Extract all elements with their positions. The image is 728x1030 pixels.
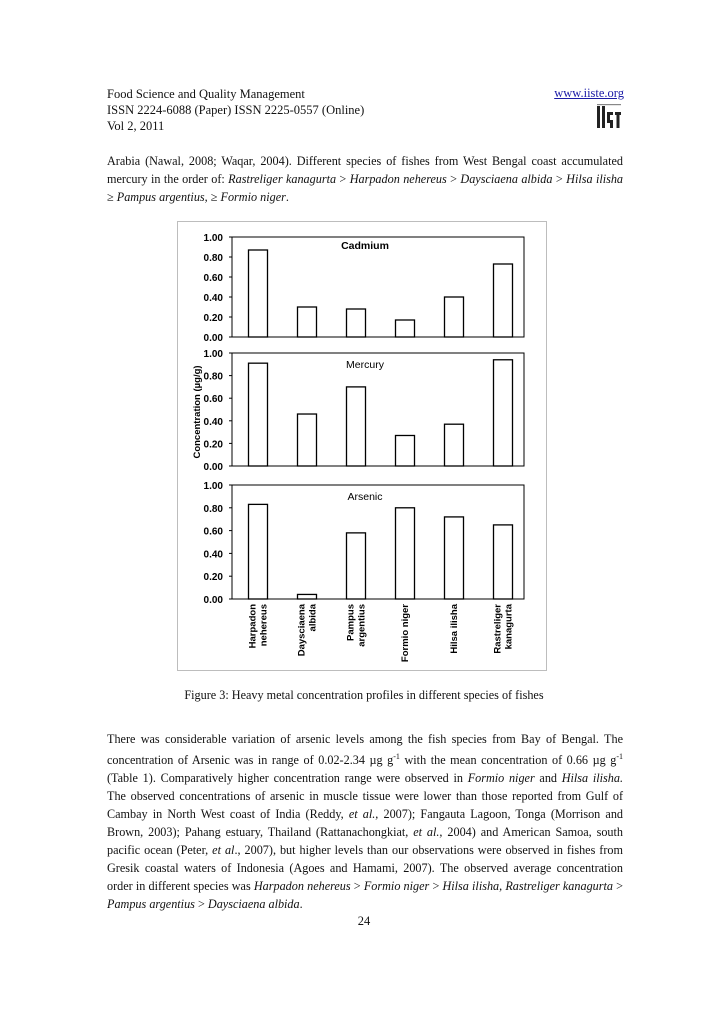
y-tick-label: 0.40 xyxy=(203,293,223,304)
page-number: 24 xyxy=(357,914,371,928)
y-tick-label: 1.00 xyxy=(203,349,223,360)
category-label: albida xyxy=(307,604,319,632)
figure-caption: Figure 3: Heavy metal concentration profiles in different species of fishes xyxy=(184,688,544,702)
bar-mercury-5 xyxy=(494,360,513,466)
category-label: Rastreliger xyxy=(492,604,504,654)
bar-cadmium-0 xyxy=(249,250,268,337)
plot-area-cadmium xyxy=(232,237,524,337)
category-label: nehereus xyxy=(258,604,270,647)
y-axis-label: Concentration (µg/g) xyxy=(192,365,203,459)
bar-arsenic-0 xyxy=(249,504,268,599)
y-tick-label: 0.20 xyxy=(203,572,223,584)
issn-line: ISSN 2224-6088 (Paper) ISSN 2225-0557 (Online) xyxy=(107,103,365,117)
y-tick-label: 0.00 xyxy=(203,595,223,606)
y-tick-label: 0.40 xyxy=(203,416,223,428)
category-label: Pampus xyxy=(345,604,357,641)
y-tick-label: 0.20 xyxy=(203,439,223,451)
panel-title-mercury: Mercury xyxy=(346,359,384,371)
category-label: Daysciaena xyxy=(296,604,308,657)
y-tick-label: 0.80 xyxy=(203,503,223,515)
bar-mercury-3 xyxy=(396,435,415,466)
panel-title-arsenic: Arsenic xyxy=(347,491,383,503)
y-tick-label: 0.20 xyxy=(203,313,223,324)
bar-arsenic-4 xyxy=(445,517,464,599)
y-tick-label: 0.40 xyxy=(203,549,223,561)
bar-cadmium-4 xyxy=(445,297,464,337)
category-label: Hilsa ilisha xyxy=(449,604,460,654)
bar-arsenic-3 xyxy=(396,508,415,599)
y-tick-label: 1.00 xyxy=(203,233,223,244)
y-tick-label: 1.00 xyxy=(203,481,223,492)
bar-mercury-2 xyxy=(347,387,366,466)
panel-title-cadmium: Cadmium xyxy=(341,240,389,252)
y-tick-label: 0.00 xyxy=(203,333,223,344)
bar-arsenic-5 xyxy=(494,525,513,599)
bar-cadmium-3 xyxy=(396,320,415,337)
y-tick-label: 0.60 xyxy=(203,273,223,284)
volume-line: Vol 2, 2011 xyxy=(107,119,165,133)
bar-cadmium-1 xyxy=(298,307,317,337)
bar-cadmium-2 xyxy=(347,309,366,337)
category-label: argentius xyxy=(356,604,368,647)
y-tick-label: 0.80 xyxy=(203,253,223,264)
category-label: kanagurta xyxy=(503,604,515,650)
bar-arsenic-1 xyxy=(298,594,317,599)
y-tick-label: 0.00 xyxy=(203,462,223,473)
category-label: Formio niger xyxy=(400,604,411,663)
y-tick-label: 0.80 xyxy=(203,371,223,383)
bar-arsenic-2 xyxy=(347,533,366,599)
journal-url-link[interactable]: www.iiste.org xyxy=(554,86,624,100)
y-tick-label: 0.60 xyxy=(203,394,223,406)
bar-cadmium-5 xyxy=(494,264,513,337)
category-label: Harpadon xyxy=(247,604,259,649)
bar-mercury-0 xyxy=(249,363,268,466)
arsenic-paragraph: There was considerable variation of arsenic levels among the fish species from Bay of Bengal. The concentration of Arsenic was in range of 0.02-2.34 µg $g^{-1}$ with the mean concentration of 0.66 µg $g^{-1}$ (Table 1). Comparatively higher concentration range were observed in Formio niger and Hilsa ilisha. The observed concentrations of arsenic in muscle tissue were lower than those reported from Gulf of Cambay in North West coast of India (Reddy, et al., 2007); Fangauta Lagoon, Tonga (Morrison and Brown, 2003); Pahang estuary, Thailand (Rattanachongkiat, et al., 2004) and American Samoa, south pacific ocean (Peter, et al., 2007), but higher levels than our observations were observed in fishes from Gresik coastal waters of Indonesia (Agoes and Hamami, 2007). The observed average concentration order in different species was Harpadon nehereus > Formio niger > Hilsa ilisha, Rastreliger kanagurta > Pampus argentius > Daysciaena albida. xyxy=(107,732,624,912)
y-tick-label: 0.60 xyxy=(203,526,223,538)
bar-mercury-1 xyxy=(298,414,317,466)
journal-title: Food Science and Quality Management xyxy=(107,87,305,101)
intro-paragraph: Arabia (Nawal, 2008; Waqar, 2004). Different species of fishes from West Bengal coast accumulated mercury in the order of: Rastreliger kanagurta > Harpadon nehereus > Daysciaena albida > Hilsa ilisha ≥ Pampus argentius, ≥ Formio niger. xyxy=(107,154,624,204)
bar-mercury-4 xyxy=(445,424,464,466)
